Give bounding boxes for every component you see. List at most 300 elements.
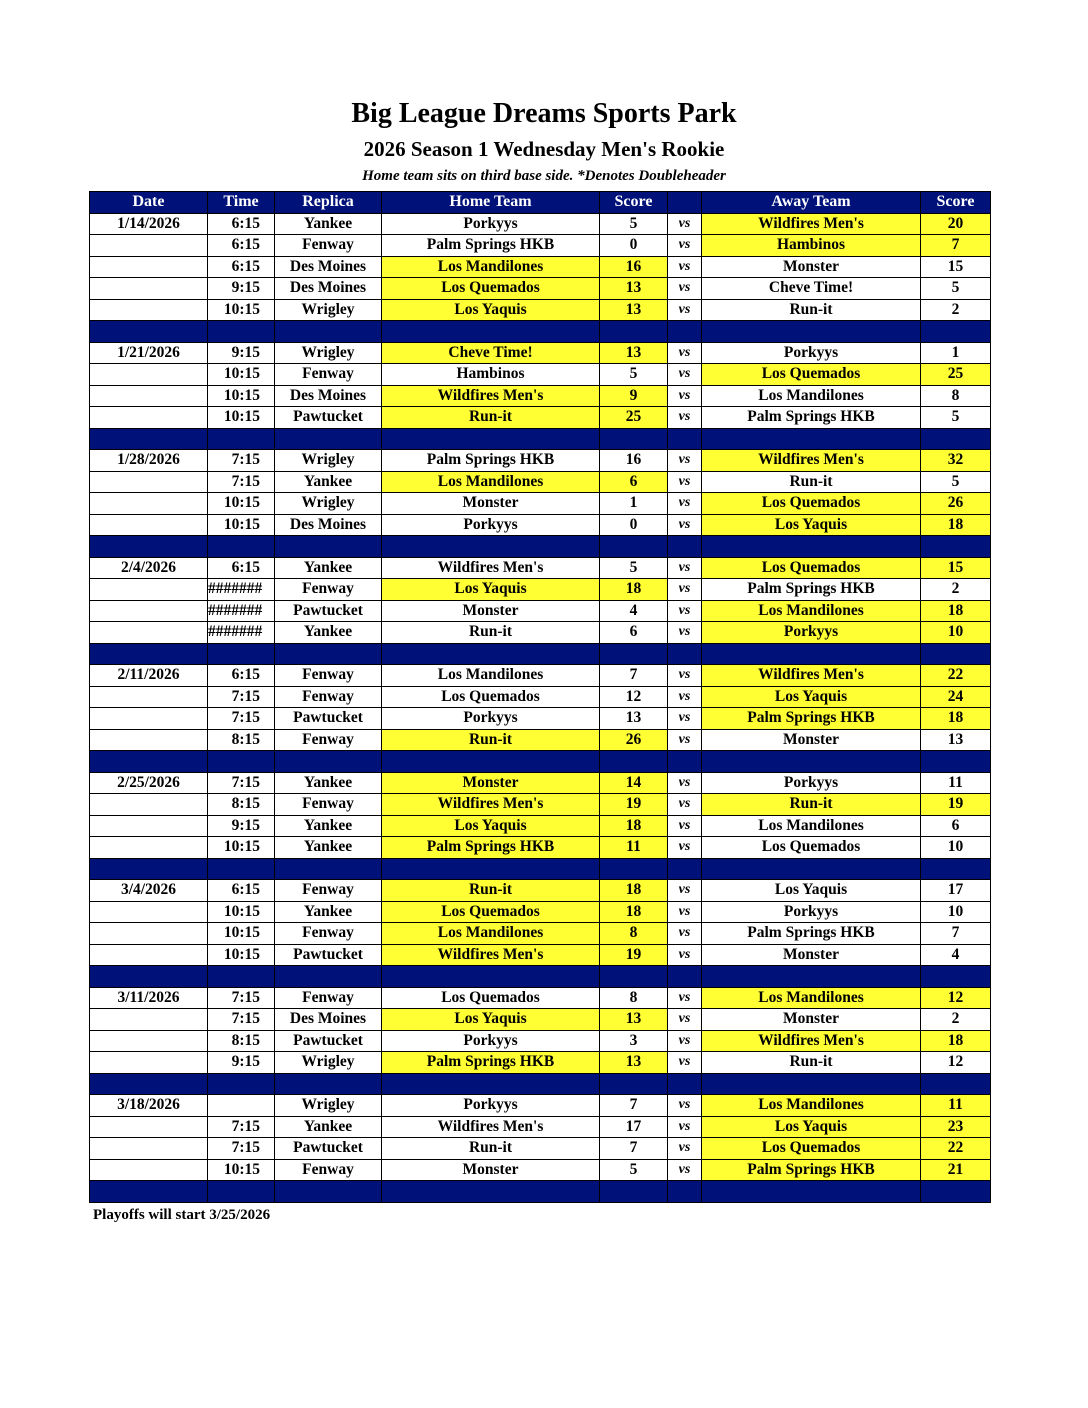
away-score-cell: 15 [921,557,991,579]
vs-cell: vs [668,708,702,730]
vs-cell: vs [668,1138,702,1160]
vs-cell: vs [668,772,702,794]
date-cell [90,1030,208,1052]
separator-cell [382,966,600,988]
time-cell: 9:15 [208,278,275,300]
away-score-cell: 11 [921,772,991,794]
time-cell: 10:15 [208,1159,275,1181]
time-cell: 7:15 [208,1116,275,1138]
away-team-cell: Los Quemados [702,557,921,579]
away-score-cell: 20 [921,213,991,235]
time-cell: 9:15 [208,342,275,364]
home-score-cell: 11 [600,837,668,859]
away-score-cell: 18 [921,708,991,730]
away-score-cell: 22 [921,1138,991,1160]
away-team-cell: Palm Springs HKB [702,708,921,730]
separator-cell [90,1073,208,1095]
date-cell [90,278,208,300]
vs-cell: vs [668,557,702,579]
week-separator [90,858,991,880]
vs-cell: vs [668,471,702,493]
replica-cell: Fenway [275,579,382,601]
replica-cell: Fenway [275,880,382,902]
home-team-cell: Wildfires Men's [382,1116,600,1138]
separator-cell [668,1181,702,1203]
home-team-cell: Monster [382,493,600,515]
home-team-cell: Palm Springs HKB [382,235,600,257]
replica-cell: Wrigley [275,450,382,472]
replica-cell: Fenway [275,665,382,687]
vs-cell: vs [668,794,702,816]
separator-cell [668,1073,702,1095]
week-separator [90,321,991,343]
replica-cell: Des Moines [275,385,382,407]
vs-cell: vs [668,686,702,708]
home-score-cell: 8 [600,923,668,945]
home-team-cell: Los Yaquis [382,299,600,321]
home-score-cell: 18 [600,815,668,837]
replica-cell: Yankee [275,1116,382,1138]
replica-cell: Fenway [275,364,382,386]
time-cell: 7:15 [208,686,275,708]
game-row [90,600,991,622]
date-cell [90,837,208,859]
away-score-cell: 7 [921,923,991,945]
away-team-cell: Cheve Time! [702,278,921,300]
home-team-cell: Los Mandilones [382,923,600,945]
replica-cell: Fenway [275,794,382,816]
separator-cell [208,321,275,343]
replica-cell: Fenway [275,1159,382,1181]
date-cell: 1/21/2026 [90,342,208,364]
date-cell: 2/25/2026 [90,772,208,794]
game-row [90,342,991,364]
game-row [90,622,991,644]
replica-cell: Fenway [275,923,382,945]
game-row [90,256,991,278]
away-team-cell: Los Mandilones [702,1095,921,1117]
vs-cell: vs [668,213,702,235]
separator-cell [668,321,702,343]
game-row [90,1009,991,1031]
separator-cell [702,1073,921,1095]
separator-cell [90,858,208,880]
col-header-away-score: Score [921,192,991,214]
away-team-cell: Wildfires Men's [702,665,921,687]
away-team-cell: Run-it [702,299,921,321]
home-score-cell: 19 [600,944,668,966]
away-score-cell: 23 [921,1116,991,1138]
vs-cell: vs [668,407,702,429]
col-header-date: Date [90,192,208,214]
replica-cell: Yankee [275,213,382,235]
schedule-note: Home team sits on third base side. *Denotes Doubleheader [362,168,726,184]
separator-cell [921,643,991,665]
game-row [90,278,991,300]
vs-cell: vs [668,364,702,386]
away-team-cell: Porkyys [702,901,921,923]
separator-cell [600,858,668,880]
time-cell: 6:15 [208,213,275,235]
separator-cell [275,536,382,558]
separator-cell [702,321,921,343]
away-score-cell: 32 [921,450,991,472]
away-team-cell: Wildfires Men's [702,1030,921,1052]
separator-cell [208,1181,275,1203]
away-team-cell: Run-it [702,794,921,816]
away-team-cell: Los Quemados [702,1138,921,1160]
home-score-cell: 5 [600,364,668,386]
home-score-cell: 17 [600,1116,668,1138]
away-score-cell: 7 [921,235,991,257]
home-team-cell: Los Mandilones [382,665,600,687]
game-row [90,987,991,1009]
home-team-cell: Run-it [382,622,600,644]
away-team-cell: Palm Springs HKB [702,407,921,429]
away-score-cell: 10 [921,837,991,859]
date-cell [90,1052,208,1074]
time-cell: 7:15 [208,471,275,493]
home-team-cell: Los Quemados [382,987,600,1009]
game-row [90,880,991,902]
away-score-cell: 19 [921,794,991,816]
vs-cell: vs [668,1009,702,1031]
replica-cell: Pawtucket [275,1138,382,1160]
date-cell [90,364,208,386]
replica-cell: Pawtucket [275,600,382,622]
separator-cell [382,1073,600,1095]
separator-cell [208,1073,275,1095]
away-team-cell: Los Mandilones [702,987,921,1009]
home-team-cell: Wildfires Men's [382,794,600,816]
date-cell [90,794,208,816]
separator-cell [600,751,668,773]
away-score-cell: 5 [921,407,991,429]
home-score-cell: 8 [600,987,668,1009]
separator-cell [382,536,600,558]
vs-cell: vs [668,278,702,300]
home-score-cell: 3 [600,1030,668,1052]
home-score-cell: 13 [600,708,668,730]
vs-cell: vs [668,256,702,278]
away-score-cell: 5 [921,471,991,493]
replica-cell: Des Moines [275,1009,382,1031]
game-row [90,471,991,493]
game-row [90,794,991,816]
home-score-cell: 7 [600,1138,668,1160]
time-cell: 10:15 [208,299,275,321]
time-cell: 8:15 [208,794,275,816]
home-team-cell: Monster [382,772,600,794]
away-team-cell: Run-it [702,471,921,493]
vs-cell: vs [668,815,702,837]
separator-cell [382,751,600,773]
home-team-cell: Cheve Time! [382,342,600,364]
separator-cell [275,1181,382,1203]
away-score-cell: 12 [921,1052,991,1074]
time-cell: 7:15 [208,450,275,472]
game-row [90,557,991,579]
away-score-cell: 17 [921,880,991,902]
week-separator [90,643,991,665]
home-score-cell: 13 [600,1052,668,1074]
away-score-cell: 2 [921,1009,991,1031]
away-score-cell: 24 [921,686,991,708]
time-cell: 9:15 [208,815,275,837]
away-score-cell: 11 [921,1095,991,1117]
time-cell: 10:15 [208,493,275,515]
vs-cell: vs [668,665,702,687]
home-score-cell: 13 [600,342,668,364]
separator-cell [921,428,991,450]
time-cell: 6:15 [208,880,275,902]
home-team-cell: Porkyys [382,1030,600,1052]
separator-cell [702,966,921,988]
game-row [90,407,991,429]
away-score-cell: 25 [921,364,991,386]
separator-cell [600,1181,668,1203]
replica-cell: Pawtucket [275,407,382,429]
time-cell: 7:15 [208,987,275,1009]
away-score-cell: 8 [921,385,991,407]
vs-cell: vs [668,1116,702,1138]
time-cell: 9:15 [208,1052,275,1074]
separator-cell [600,643,668,665]
separator-cell [921,751,991,773]
game-row [90,1116,991,1138]
time-cell: 10:15 [208,901,275,923]
replica-cell: Yankee [275,622,382,644]
home-team-cell: Los Yaquis [382,579,600,601]
date-cell [90,815,208,837]
home-score-cell: 13 [600,1009,668,1031]
home-score-cell: 16 [600,256,668,278]
home-score-cell: 19 [600,794,668,816]
away-score-cell: 6 [921,815,991,837]
home-score-cell: 12 [600,686,668,708]
week-separator [90,966,991,988]
replica-cell: Wrigley [275,342,382,364]
page-title: Big League Dreams Sports Park [351,98,737,129]
separator-cell [702,643,921,665]
date-cell [90,256,208,278]
replica-cell: Wrigley [275,493,382,515]
separator-cell [921,1181,991,1203]
separator-cell [275,751,382,773]
vs-cell: vs [668,579,702,601]
separator-cell [702,428,921,450]
separator-cell [702,1181,921,1203]
separator-cell [600,428,668,450]
away-team-cell: Monster [702,944,921,966]
date-cell [90,235,208,257]
date-cell: 3/4/2026 [90,880,208,902]
date-cell [90,1009,208,1031]
separator-cell [275,643,382,665]
separator-cell [600,321,668,343]
away-team-cell: Los Quemados [702,364,921,386]
home-team-cell: Porkyys [382,708,600,730]
week-separator [90,428,991,450]
col-header-time: Time [208,192,275,214]
time-cell: 8:15 [208,1030,275,1052]
vs-cell: vs [668,1030,702,1052]
week-separator [90,536,991,558]
home-score-cell: 16 [600,450,668,472]
separator-cell [702,858,921,880]
separator-cell [90,428,208,450]
game-row [90,1159,991,1181]
separator-cell [600,536,668,558]
home-team-cell: Palm Springs HKB [382,450,600,472]
separator-cell [668,536,702,558]
separator-cell [275,966,382,988]
vs-cell: vs [668,514,702,536]
game-row [90,493,991,515]
game-row [90,708,991,730]
separator-cell [208,536,275,558]
schedule-body [90,213,991,1202]
separator-cell [90,536,208,558]
vs-cell: vs [668,1095,702,1117]
header-row [90,192,991,214]
time-cell: 8:15 [208,729,275,751]
game-row [90,772,991,794]
away-team-cell: Monster [702,729,921,751]
time-cell: 6:15 [208,256,275,278]
home-score-cell: 18 [600,880,668,902]
separator-cell [208,751,275,773]
home-score-cell: 5 [600,557,668,579]
separator-cell [702,751,921,773]
col-header-home-team: Home Team [382,192,600,214]
home-team-cell: Run-it [382,1138,600,1160]
separator-cell [921,966,991,988]
vs-cell: vs [668,235,702,257]
replica-cell: Pawtucket [275,1030,382,1052]
date-cell [90,299,208,321]
home-score-cell: 14 [600,772,668,794]
home-team-cell: Wildfires Men's [382,944,600,966]
vs-cell: vs [668,880,702,902]
replica-cell: Yankee [275,471,382,493]
away-score-cell: 2 [921,579,991,601]
home-team-cell: Porkyys [382,514,600,536]
replica-cell: Yankee [275,901,382,923]
date-cell: 2/4/2026 [90,557,208,579]
away-team-cell: Wildfires Men's [702,450,921,472]
replica-cell: Wrigley [275,1095,382,1117]
home-team-cell: Los Quemados [382,686,600,708]
separator-cell [382,858,600,880]
vs-cell: vs [668,944,702,966]
away-score-cell: 22 [921,665,991,687]
separator-cell [90,321,208,343]
separator-cell [275,1073,382,1095]
home-team-cell: Wildfires Men's [382,385,600,407]
week-separator [90,1073,991,1095]
away-team-cell: Los Yaquis [702,880,921,902]
date-cell [90,923,208,945]
separator-cell [921,536,991,558]
home-team-cell: Palm Springs HKB [382,1052,600,1074]
separator-cell [382,428,600,450]
home-team-cell: Los Yaquis [382,815,600,837]
game-row [90,665,991,687]
replica-cell: Yankee [275,815,382,837]
separator-cell [90,643,208,665]
home-team-cell: Monster [382,1159,600,1181]
separator-cell [702,536,921,558]
home-team-cell: Porkyys [382,213,600,235]
time-cell: 10:15 [208,944,275,966]
page-subtitle: 2026 Season 1 Wednesday Men's Rookie [363,137,725,161]
game-row [90,729,991,751]
date-cell: 1/28/2026 [90,450,208,472]
col-header-replica: Replica [275,192,382,214]
separator-cell [90,1181,208,1203]
home-score-cell: 6 [600,622,668,644]
separator-cell [275,321,382,343]
time-cell: 10:15 [208,837,275,859]
away-team-cell: Wildfires Men's [702,213,921,235]
replica-cell: Wrigley [275,1052,382,1074]
game-row [90,686,991,708]
replica-cell: Fenway [275,729,382,751]
game-row [90,579,991,601]
date-cell [90,622,208,644]
separator-cell [600,1073,668,1095]
home-score-cell: 18 [600,901,668,923]
date-cell [90,471,208,493]
date-cell [90,901,208,923]
away-team-cell: Porkyys [702,622,921,644]
game-row [90,901,991,923]
away-team-cell: Porkyys [702,772,921,794]
separator-cell [921,858,991,880]
separator-cell [208,428,275,450]
home-score-cell: 26 [600,729,668,751]
vs-cell: vs [668,600,702,622]
date-cell [90,1159,208,1181]
away-team-cell: Los Quemados [702,837,921,859]
away-score-cell: 13 [921,729,991,751]
date-cell [90,944,208,966]
col-header-away-team: Away Team [702,192,921,214]
home-team-cell: Los Yaquis [382,1009,600,1031]
away-score-cell: 10 [921,901,991,923]
vs-cell: vs [668,622,702,644]
away-team-cell: Los Yaquis [702,1116,921,1138]
time-cell: ####### [208,579,275,601]
col-header-vs [668,192,702,214]
away-team-cell: Monster [702,256,921,278]
date-cell: 3/18/2026 [90,1095,208,1117]
away-team-cell: Los Mandilones [702,385,921,407]
time-cell: 6:15 [208,235,275,257]
separator-cell [600,966,668,988]
home-score-cell: 18 [600,579,668,601]
date-cell [90,729,208,751]
away-score-cell: 1 [921,342,991,364]
game-row [90,1138,991,1160]
home-team-cell: Palm Springs HKB [382,837,600,859]
vs-cell: vs [668,923,702,945]
game-row [90,944,991,966]
game-row [90,815,991,837]
away-score-cell: 26 [921,493,991,515]
replica-cell: Yankee [275,837,382,859]
